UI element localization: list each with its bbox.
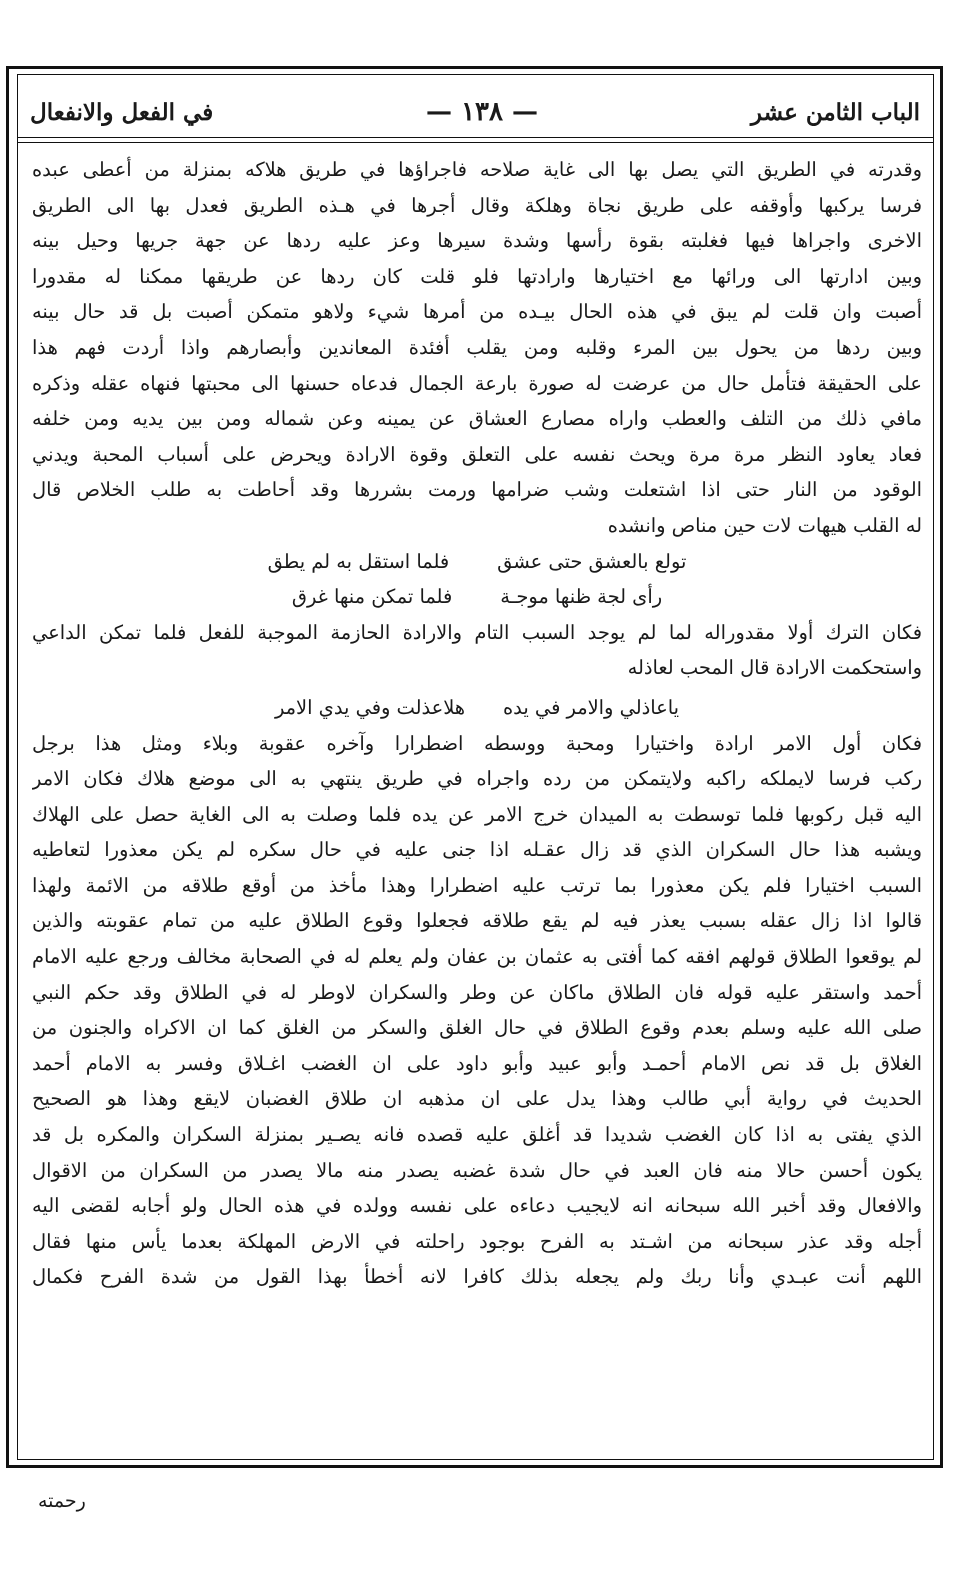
text-line: الوقود من النار حتى اذا اشتعلت وشب ضرامها ورمت بشررها وقد أحاطت به طلب الخلاص قال (32, 478, 922, 502)
text-line: وقدرته في الطريق التي يصل بها الى غاية صلاحه فاجراؤها في طريق هلاكه بمنزلة من أعطى عبده (32, 158, 922, 181)
text-line: أجله وقد عذر سبحانه من اشـتد به الفرح بوجود راحلته في الارض المهلكة بعدما يأس منها فقال (32, 1229, 922, 1253)
verse-hemistich-right: تولع بالعشق حتى عشق (497, 549, 687, 573)
text-line: يكون أحسن حالا منه فان العبد في حال شدة غضبه يصدر منه مالا يصدر من السكران من الاقوال (32, 1158, 922, 1182)
verse-hemistich-left: هلاعذلت وفي يدي الامر (274, 695, 466, 719)
text-body (32, 152, 922, 1295)
text-line: فعاد يعاود النظر مرة مرة ويحث نفسه على التعلق وقوة الارادة ويحرض على أسباب المحبة ويدني (32, 442, 922, 466)
text-line: على الحقيقة فتأمل حال من عرضت له صورة بارعة الجمال فدعاه حسنها الى محبتها فنهاه عقله وذكره (32, 371, 922, 395)
text-line: قالوا اذا زال عقله بسبب يعذر فيه لم يقع طلاقه فجعلوا وقوع الطلاق عليه من تمام عقوبته والذين (32, 909, 922, 933)
text-line: الذي يفتى به اذا كان الغضب شديدا قد أغلق عليه قصده فانه يصـير بمنزلة السكران والمكره بل قد (32, 1123, 922, 1147)
text-line: فكان أول الامر ارادة واختيارا ومحبة ووسطه اضطرارا وآخره عقوبة وبلاء ومثل هذا برجل (32, 731, 922, 755)
text-line: اللهم أنت عبـدي وأنا ربك ولم يجعله بذلك كافرا لانه أخطأ بهذا القول من شدة الفرح فكمال (32, 1265, 922, 1289)
text-line: الحديث في رواية أبي طالب وهذا يدل على ان مذهبه ان طلاق الغضبان لايقع وهذا هو الصحيح (32, 1087, 922, 1111)
text-line: أحمد واستقر عليه قوله فان الطلاق ماكان عن وطر والسكران لاوطر له في الطلاق وقد حكم النبي (32, 980, 922, 1004)
chapter-title: الباب الثامن عشر (750, 98, 920, 126)
text-line: فرسا يركبها وأوقفه على طريق نجاة وهلكة وقال أجرها في هـذه الطريق فعدل بها الى الطريق (32, 193, 922, 217)
header-rule (17, 142, 934, 143)
text-line: الاخرى واجراها فيها فغلبته بقوة رأسها وشدة سيرها وعز عليه ردها عن جهة جريها وحيل بينه (32, 229, 922, 253)
text-line: له القلب هيهات لات حين مناص وانشده (607, 513, 922, 537)
text-line: فكان الترك أولا مقدوراله لما لم يوجد السبب التام والارادة الحازمة الموجبة للفعل فلما تمكن الداعي (32, 620, 922, 644)
text-line: ركب فرسا لايملكه راكبه ولايتمكن من رده واجراه في طريق ينتهي به الى موضع هلاك فكان الامر (32, 767, 922, 791)
verse-hemistich-right: ياعاذلي والامر في يده (503, 695, 680, 719)
text-line: والافعال وقد أخبر الله سبحانه انه لايجيب دعاءه على نفسه وولده في هذه الحال ولو أجابه لقضى اليه (32, 1194, 922, 1218)
verse-hemistich-left: فلما استقل به لم يطق (267, 549, 450, 573)
text-line: ويشبه هذا حال السكران الذي قد زال عقـله اذا جنى عليه في حال سكره لم يكن معذورا لتعاطيه (32, 838, 922, 862)
verse-hemistich-right: رأى لجة ظنها موجـة (500, 585, 663, 609)
text-line: صلى الله عليه وسلم بعدم وقوع الطلاق في حال الغلق والسكر من الغلق كما ان الاكراه والجنون من (32, 1016, 922, 1040)
catchword: رحمته (38, 1490, 86, 1512)
text-line: الغلاق بل قد نص الامام أحمـد وأبو عبيد وأبو داود على ان الغضب اغـلاق وفسر به الامام أحمد (32, 1051, 922, 1075)
verse-line (32, 544, 922, 580)
header-rule (17, 137, 934, 138)
text-line: أصبت وان قلت لم يبق في هذه الحال بيـده من أمرها شيء ولاهو متمكن أصبت بل قد حال بينه (32, 300, 922, 324)
text-line: السبب اختيارا فلم يكن معذورا بما ترتب عليه اضطرارا وهذا مأخذ من أوقع طلاقه من الائمة ولهذا (32, 873, 922, 897)
text-line: مافي ذلك من التلف والعطب واراه مصارع العشاق عن يمينه وعن شماله ومن بين يديه ومن خلفه (32, 407, 922, 431)
page-number: — ١٣٨ — (426, 97, 539, 127)
text-line: وبين ردها من يحول بين المرء وقلبه ومن يقلب أفئدة المعاندين وأبصارهم واذا أردت فهم هذا (32, 335, 922, 359)
text-line: وبين ادارتها الى ورائها مع اختيارها وارادتها فلو قلت كان ردها عن طريقها ممكنا له مقدورا (32, 264, 922, 288)
verse-hemistich-left: فلما تمكن منها غرق (291, 585, 453, 609)
verse-line (32, 690, 922, 726)
text-line: لم يوقعوا الطلاق قولهم افقه كما أفتى به عثمان بن عفان ولم يعلم له في الصحابة مخالف ورجع عليه الامام (32, 945, 922, 969)
text-line: واستحكمت الارادة قال المحب لعاذله (627, 656, 922, 680)
running-header (30, 88, 920, 136)
verse-line (32, 579, 922, 615)
section-topic: في الفعل والانفعال (30, 98, 214, 126)
text-line: اليه قبل ركوبها فلما توسطت به الميدان خرج الامر عن يده فلما وصلت به الى الغاية حصل على الهلاك (32, 802, 922, 826)
